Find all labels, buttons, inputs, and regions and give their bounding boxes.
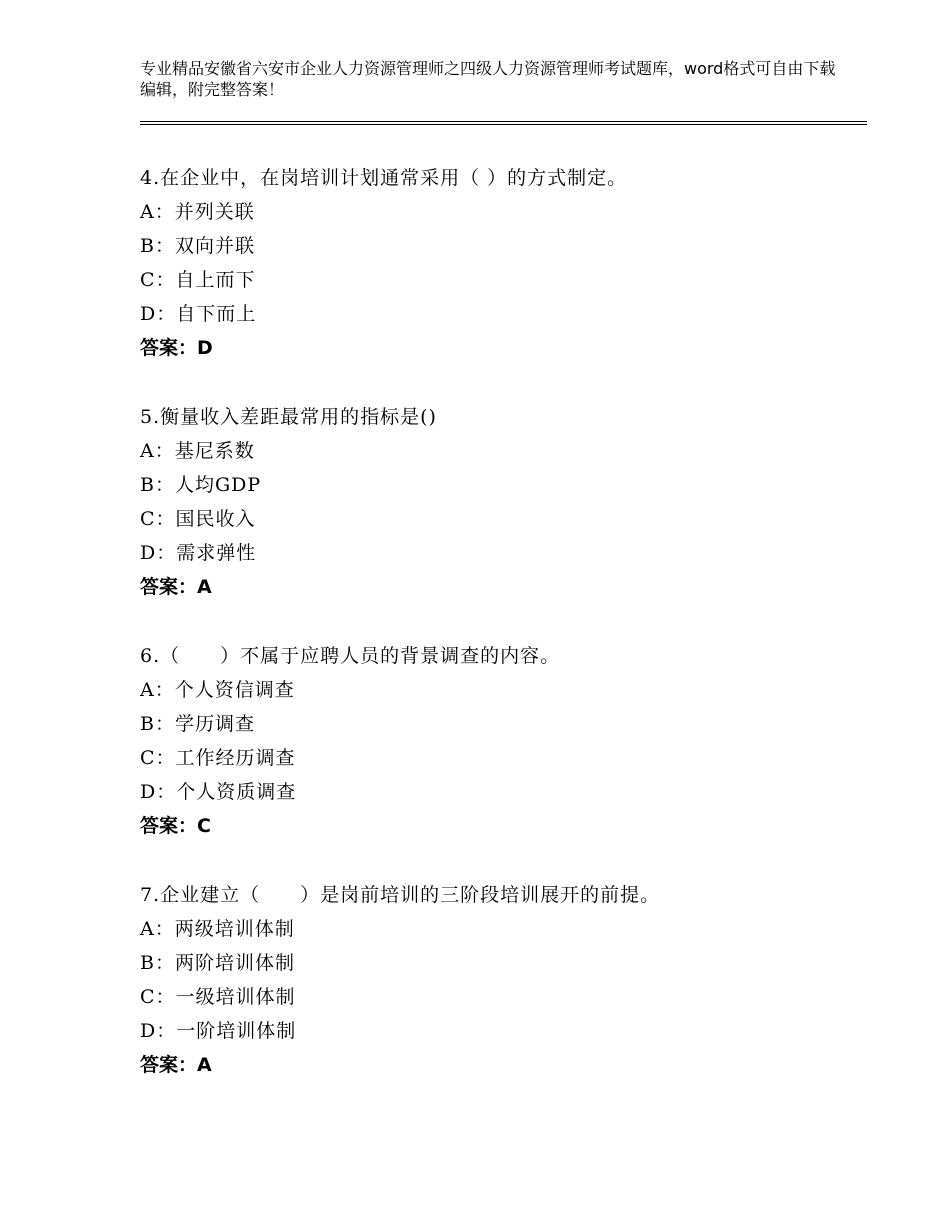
header-title: 专业精品安徽省六安市企业人力资源管理师之四级人力资源管理师考试题库，word格式可自由下载编辑，附完整答案！ xyxy=(140,59,836,99)
option-b: B：学历调查 xyxy=(140,713,255,735)
option-a: A：并列关联 xyxy=(140,201,255,223)
question-block xyxy=(140,161,860,365)
answer: 答案：A xyxy=(140,576,212,598)
answer: 答案：A xyxy=(140,1054,212,1076)
option-c: C：一级培训体制 xyxy=(140,986,296,1008)
document-header xyxy=(140,58,840,100)
question-stem: 7.企业建立（ ）是岗前培训的三阶段培训展开的前提。 xyxy=(140,884,661,906)
answer: 答案：D xyxy=(140,337,213,359)
question-stem: 4.在企业中，在岗培训计划通常采用（ ）的方式制定。 xyxy=(140,167,628,189)
option-c: C：工作经历调查 xyxy=(140,747,296,769)
option-d: D：需求弹性 xyxy=(140,542,257,564)
question-block xyxy=(140,878,860,1082)
option-a: A：两级培训体制 xyxy=(140,918,295,940)
option-d: D：自下而上 xyxy=(140,303,257,325)
option-c: C：国民收入 xyxy=(140,508,256,530)
question-block xyxy=(140,400,860,604)
option-b: B：人均GDP xyxy=(140,474,262,496)
question-stem: 5.衡量收入差距最常用的指标是() xyxy=(140,406,437,428)
option-b: B：双向并联 xyxy=(140,235,255,257)
option-a: A：个人资信调查 xyxy=(140,679,295,701)
option-c: C：自上而下 xyxy=(140,269,256,291)
question-block xyxy=(140,639,860,843)
option-d: D：一阶培训体制 xyxy=(140,1020,297,1042)
option-d: D：个人资质调查 xyxy=(140,781,297,803)
option-b: B：两阶培训体制 xyxy=(140,952,295,974)
answer: 答案：C xyxy=(140,815,211,837)
question-stem: 6.（ ）不属于应聘人员的背景调查的内容。 xyxy=(140,645,561,667)
header-divider xyxy=(140,121,867,122)
option-a: A：基尼系数 xyxy=(140,440,255,462)
header-divider-double xyxy=(140,124,867,125)
